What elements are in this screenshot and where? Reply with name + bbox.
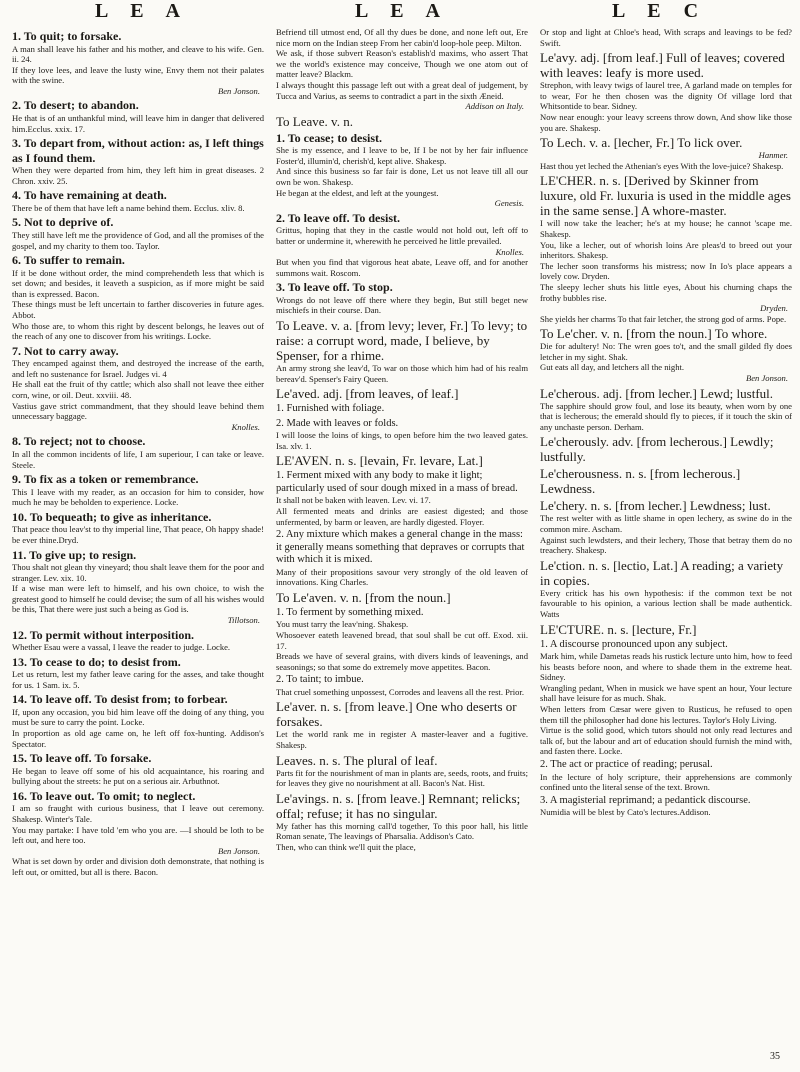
sense-heading: 6. To suffer to remain. (12, 253, 125, 268)
quotation: An army strong she leav'd, To war on those which him had of his realm bereav'd. Spenser's Fairy Queen. (276, 362, 528, 384)
sense-heading: 14. To leave off. To desist from; to forbear. (12, 692, 228, 707)
entry-headword: To Lech. v. a. [lecher, Fr.] To lick over. (540, 135, 743, 151)
quotation: Then, who can think we'll quit the place, (276, 841, 416, 852)
quotation: She yields her charms To that fair letcher, the strong god of arms. Pope. (540, 313, 787, 324)
citation: Genesis. (494, 198, 524, 209)
quotation: Numidia will be blest by Cato's lectures.Addison. (540, 807, 711, 818)
quotation: Thou shalt not glean thy vineyard; thou shalt leave them for the poor and stranger. Lev. xix. 10. (12, 562, 264, 583)
quotation: They still have left me the providence of God, and all the promises of the gospel, and my charity to them too. Taylor. (12, 229, 264, 251)
entry-headword: Leaves. n. s. The plural of leaf. (276, 752, 438, 768)
quotation: You, like a lecher, out of whorish loins Are pleas'd to breed out your inheritors. Shakesp. (540, 239, 792, 261)
sense-heading: 13. To cease to do; to desist from. (12, 654, 181, 669)
sense-heading: 2. To desert; to abandon. (12, 98, 139, 113)
quotation: That peace thou leav'st to thy imperial line, That peace, Oh happy shade! be ever thine.Dryd. (12, 524, 264, 545)
sense-heading: 1. To quit; to forsake. (12, 29, 122, 43)
running-head-center: L E A (355, 0, 449, 22)
quotation: Grittus, hoping that they in the castle would not hold out, left off to batter or undermine it, wherewith he perceived he little prevailed. (276, 225, 528, 246)
citation: Knolles. (495, 246, 524, 257)
entry-headword: Le'ction. n. s. [lectio, Lat.] A reading; a variety in copies. (540, 557, 784, 588)
quotation: They encamped against them, and destroyed the increase of the earth, and left no sustenance for Israel. Judges vi. 4 (12, 358, 264, 379)
quotation: She is my essence, and I leave to be, If I be not by her fair influence Foster'd, illumin'd, cherish'd, kept alive. Shakesp. (276, 145, 528, 166)
sense-heading: 7. Not to carry away. (12, 343, 119, 358)
quotation: Now near enough: your leavy screens throw down, And show like those you are. Shakesp. (540, 111, 792, 133)
quotation: I will loose the loins of kings, to open before him the two leaved gates. Isa. xlv. 1. (276, 430, 528, 451)
sense-heading: 15. To leave off. To forsake. (12, 751, 152, 766)
quotation: The sleepy lecher shuts his little eyes, About his churning chaps the frothy bubbles rise. (540, 281, 792, 303)
citation: Tillotson. (227, 614, 260, 625)
quotation: If a wise man were left to himself, and his own choice, to wish the greatest good to himself he could devise; the sum of all his wishes would be this, That there were just such a being as God is. (12, 583, 264, 615)
entry-headword: Le'cherously. adv. [from lecherous.] Lewdly; lustfully. (540, 434, 774, 465)
quotation: Let the world rank me in register A master-leaver and a fugitive. Shakesp. (276, 729, 528, 750)
sense-definition: 1. A discourse pronounced upon any subject. (540, 638, 728, 650)
entry-headword: To Leave. v. a. [from levy; lever, Fr.] To levy; to raise: a corrupt word, made, I believe, by Spenser, for a rhime. (276, 317, 528, 363)
quotation: Die for adultery! No: The wren goes to't, and the small gilded fly does letcher in my sight. Shak. (540, 341, 792, 362)
quotation: I always thought this passage left out with a great deal of judgement, by Tucca and Varius, as seems to contradict a part in the sixth Æneid. (276, 79, 528, 101)
quotation: And since this business so far fair is done, Let us not leave till all our own be won. Shakesp. (276, 166, 528, 188)
quotation: These things must be left uncertain to farther discoveries in future ages. Abbot. (12, 299, 264, 320)
sense-heading: 1. To cease; to desist. (276, 130, 382, 145)
sense-definition: 1. Ferment mixed with any body to make it light; particularly used of sour dough mixed in a mass of bread. (276, 470, 518, 494)
quotation: Or stop and light at Chloe's head, With scraps and leavings to be fed? Swift. (540, 27, 792, 48)
quotation: This I leave with my reader, as an occasion for him to consider, how much he may be beholden to experience. Locke. (12, 486, 264, 508)
quotation: When they were departed from him, they left him in great diseases. 2 Chron. xxiv. 25. (12, 165, 264, 186)
sense-heading: 4. To have remaining at death. (12, 188, 167, 203)
quotation: Virtue is the solid good, which tutors should not only read lectures and talk of, but the labour and art of education should furnish the mind with, and fasten there. Locke. (540, 725, 792, 757)
quotation: You may partake: I have told 'em who you are. —I should be loth to be left out, and here too. (12, 824, 264, 846)
quotation: Gut eats all day, and letchers all the night. (540, 362, 685, 373)
quotation: What is set down by order and division doth demonstrate, that nothing is left out, or omitted, but all is there. Bacon. (12, 856, 264, 877)
citation: Ben Jonson. (745, 373, 788, 384)
quotation: When letters from Cæsar were given to Rusticus, he refused to open them till the philosopher had done his lectures. Taylor's Holy Living. (540, 704, 792, 725)
sense-definition: 1. Furnished with foliage. (276, 403, 385, 415)
sense-heading: 16. To leave out. To omit; to neglect. (12, 788, 196, 803)
quotation: He began at the eldest, and left at the youngest. (276, 187, 439, 198)
sense-heading: 3. To depart from, without action: as, I left things as I found them. (12, 136, 264, 165)
sense-definition: 2. Made with leaves or folds. (276, 417, 399, 429)
quotation: Many of their propositions savour very strongly of the old leaven of innovations. King Charles. (276, 566, 528, 588)
sense-heading: 12. To permit without interposition. (12, 627, 195, 642)
quotation: In all the common incidents of life, I am superiour, I can take or leave. Steele. (12, 448, 264, 470)
sense-heading: 5. Not to deprive of. (12, 215, 114, 230)
quotation: He shall eat the fruit of thy cattle; which also shall not leave thee either corn, wine, or oil. Deut. xxviii. 48. (12, 379, 264, 401)
entry-headword: To Le'cher. v. n. [from the noun.] To whore. (540, 326, 768, 342)
entry-headword: To Leave. v. n. (276, 113, 353, 129)
quotation: In proportion as old age came on, he left off fox-hunting. Addison's Spectator. (12, 728, 264, 749)
entry-headword: LE'AVEN. n. s. [levain, Fr. levare, Lat.] (276, 453, 483, 469)
sense-heading: 8. To reject; not to choose. (12, 434, 146, 449)
quotation: My father has this morning call'd together, To this poor hall, his little Roman senate, The leavings of Pharsalia. Addison's Cato. (276, 820, 528, 842)
quotation: He that is of an unthankful mind, will leave him in danger that delivered him.Ecclus. xxix. 17. (12, 112, 264, 134)
entry-headword: Le'avy. adj. [from leaf.] Full of leaves; covered with leaves: leafy is more used. (540, 50, 785, 81)
quotation: I will now take the leacher; he's at my house; he cannot 'scape me. Shakesp. (540, 218, 792, 239)
quotation: Wrongs do not leave off there where they begin, But still beget new mischiefs in their course. Dan. (276, 294, 528, 316)
quotation: Whosoever eateth leavened bread, that soul shall be cut off. Exod. xii. 17. (276, 629, 528, 651)
entry-headword: LE'CTURE. n. s. [lecture, Fr.] (540, 621, 697, 637)
citation: Hanmer. (758, 150, 788, 161)
quotation: The lecher soon transforms his mistress; now In Io's place appears a lovely cow. Dryden. (540, 260, 792, 282)
quotation: Befriend till utmost end, Of all thy dues be done, and none left out, Ere nice morn on the Indian steep From her cabin'd loop-hole peep. Milton. (276, 27, 528, 48)
sense-definition: 2. Any mixture which makes a general change in the mass: it generally means something that depraves or corrupts that with which it is mixed. (276, 529, 525, 566)
page-number: 35 (770, 1051, 780, 1062)
citation: Ben Jonson. (217, 845, 260, 856)
quotation: If it be done without order, the mind comprehendeth less that which is set down; and besides, it leaveth a suspicion, as if more might be said than is expressed. Bacon. (12, 267, 264, 299)
running-head-left: L E A (95, 0, 189, 22)
entry-headword: Le'avings. n. s. [from leave.] Remnant; relicks; offal; refuse; it has no singular. (276, 790, 521, 821)
quotation: Strephon, with leavy twigs of laurel tree, A garland made on temples for to wear, For he then chosen was the dignity Of village lord that Whitsontide to bear. Sidney. (540, 80, 792, 112)
quotation: The rest welter with as little shame in open lechery, as swine do in the common mire. Ascham. (540, 513, 792, 535)
column-3 (540, 27, 792, 1057)
running-head-right: L E C (612, 0, 708, 22)
sense-heading: 3. To leave off. To stop. (276, 280, 393, 295)
quotation: The sapphire should grow foul, and lose its beauty, when worn by one that is lecherous; the emerald should fly to pieces, if it touch the skin of any unchaste person. Derham. (540, 400, 792, 432)
entry-headword: Le'cherous. adj. [from lecher.] Lewd; lustful. (540, 385, 774, 401)
quotation: But when you find that vigorous heat abate, Leave off, and for another summons wait. Roscom. (276, 257, 528, 278)
quotation: Every critick has his own hypothesis: if the common text be not favourable to his opinion, a various lection shall be made authentick. Watts (540, 587, 792, 619)
quotation: We ask, if those subvert Reason's establish'd maxims, who assert That we the world's existence may conceive, Though we one atom out of matter leave? Blackm. (276, 48, 528, 80)
quotation: Vastius gave strict commandment, that they should leave behind them unnecessary baggage. (12, 400, 264, 422)
quotation: Parts fit for the nourishment of man in plants are, seeds, roots, and fruits; for leaves they give no nourishment at all. Bacon's Nat. Hist. (276, 767, 528, 789)
sense-definition: 2. To taint; to imbue. (276, 674, 364, 686)
sense-heading: 10. To bequeath; to give as inheritance. (12, 509, 212, 524)
citation: Ben Jonson. (217, 85, 260, 96)
quotation: He began to leave off some of his old acquaintance, his roaring and bullying about the streets: he put on a serious air. Arbuthnot. (12, 765, 264, 787)
quotation: Let us return, lest my father leave caring for the asses, and take thought for us. 1 Sam. ix. 5. (12, 669, 264, 690)
quotation: It shall not be baken with leaven. Lev. vi. 17. (276, 495, 431, 506)
quotation: Who those are, to whom this right by descent belongs, he leaves out of the reach of any one to discover from his writings. Locke. (12, 320, 264, 342)
entry-headword: Le'aved. adj. [from leaves, of leaf.] (276, 386, 459, 402)
sense-definition: 3. A magisterial reprimand; a pedantick discourse. (540, 794, 751, 806)
text-columns (12, 27, 792, 1057)
quotation: Mark him, while Dametas reads his rustick lecture unto him, how to feed his beasts before noon, and where to shade them in the extreme heat. Sidney. (540, 651, 792, 683)
entry-headword: Le'cherousness. n. s. [from lecherous.] Lewdness. (540, 466, 741, 497)
citation: Knolles. (231, 421, 260, 432)
quotation: I am so fraught with curious business, that I leave out ceremony. Shakesp. Winter's Tale. (12, 803, 264, 824)
column-1 (12, 27, 264, 1057)
sense-heading: 9. To fix as a token or remembrance. (12, 472, 199, 487)
entry-headword: Le'chery. n. s. [from lecher.] Lewdness; lust. (540, 498, 771, 514)
quotation: If they love lees, and leave the lusty wine, Envy them not their palates with the swine. (12, 64, 264, 86)
sense-heading: 11. To give up; to resign. (12, 547, 137, 562)
sense-definition: 2. The act or practice of reading; perusal. (540, 759, 713, 771)
quotation: Whether Esau were a vassal, I leave the reader to judge. Locke. (12, 642, 231, 653)
citation: Addison on Italy. (465, 101, 524, 112)
quotation: That cruel something unpossest, Corrodes and leavens all the rest. Prior. (276, 686, 524, 697)
quotation: All fermented meats and drinks are easiest digested; and those unfermented, by barm or leaven, are hardly digested. Floyer. (276, 505, 528, 527)
column-2 (276, 27, 528, 1057)
quotation: Wrangling pedant, When in musick we have spent an hour, Your lecture shall have leisure for as much. Shak. (540, 682, 792, 704)
entry-headword: To Le'aven. v. n. [from the noun.] (276, 589, 451, 605)
entry-headword: LE'CHER. n. s. [Derived by Skinner from luxure, old Fr. luxuria is used in the middle ages in the same sense.] A whore-master. (540, 173, 791, 219)
quotation: In the lecture of holy scripture, their apprehensions are commonly confined unto the literal sense of the text. Brown. (540, 771, 792, 793)
quotation: Hast thou yet leched the Athenian's eyes With the love-juice? Shakesp. (540, 160, 784, 171)
quotation: You must tarry the leav'ning. Shakesp. (276, 619, 409, 630)
quotation: A man shall leave his father and his mother, and cleave to his wife. Gen. ii. 24. (12, 43, 264, 65)
quotation: Breads we have of several grains, with divers kinds of leavenings, and seasonings; so that some do extremely move appetites. Bacon. (276, 651, 528, 672)
quotation: If, upon any occasion, you bid him leave off the doing of any thing, you must be sure to carry the point. Locke. (12, 706, 264, 728)
sense-definition: 1. To ferment by something mixed. (276, 606, 424, 618)
quotation: There be of them that have left a name behind them. Ecclus. xliv. 8. (12, 202, 245, 213)
entry-headword: Le'aver. n. s. [from leave.] One who deserts or forsakes. (276, 699, 517, 730)
sense-heading: 2. To leave off. To desist. (276, 210, 401, 225)
quotation: Against such lewdsters, and their lechery, Those that betray them do no treachery. Shakesp. (540, 534, 792, 556)
citation: Dryden. (760, 303, 788, 314)
